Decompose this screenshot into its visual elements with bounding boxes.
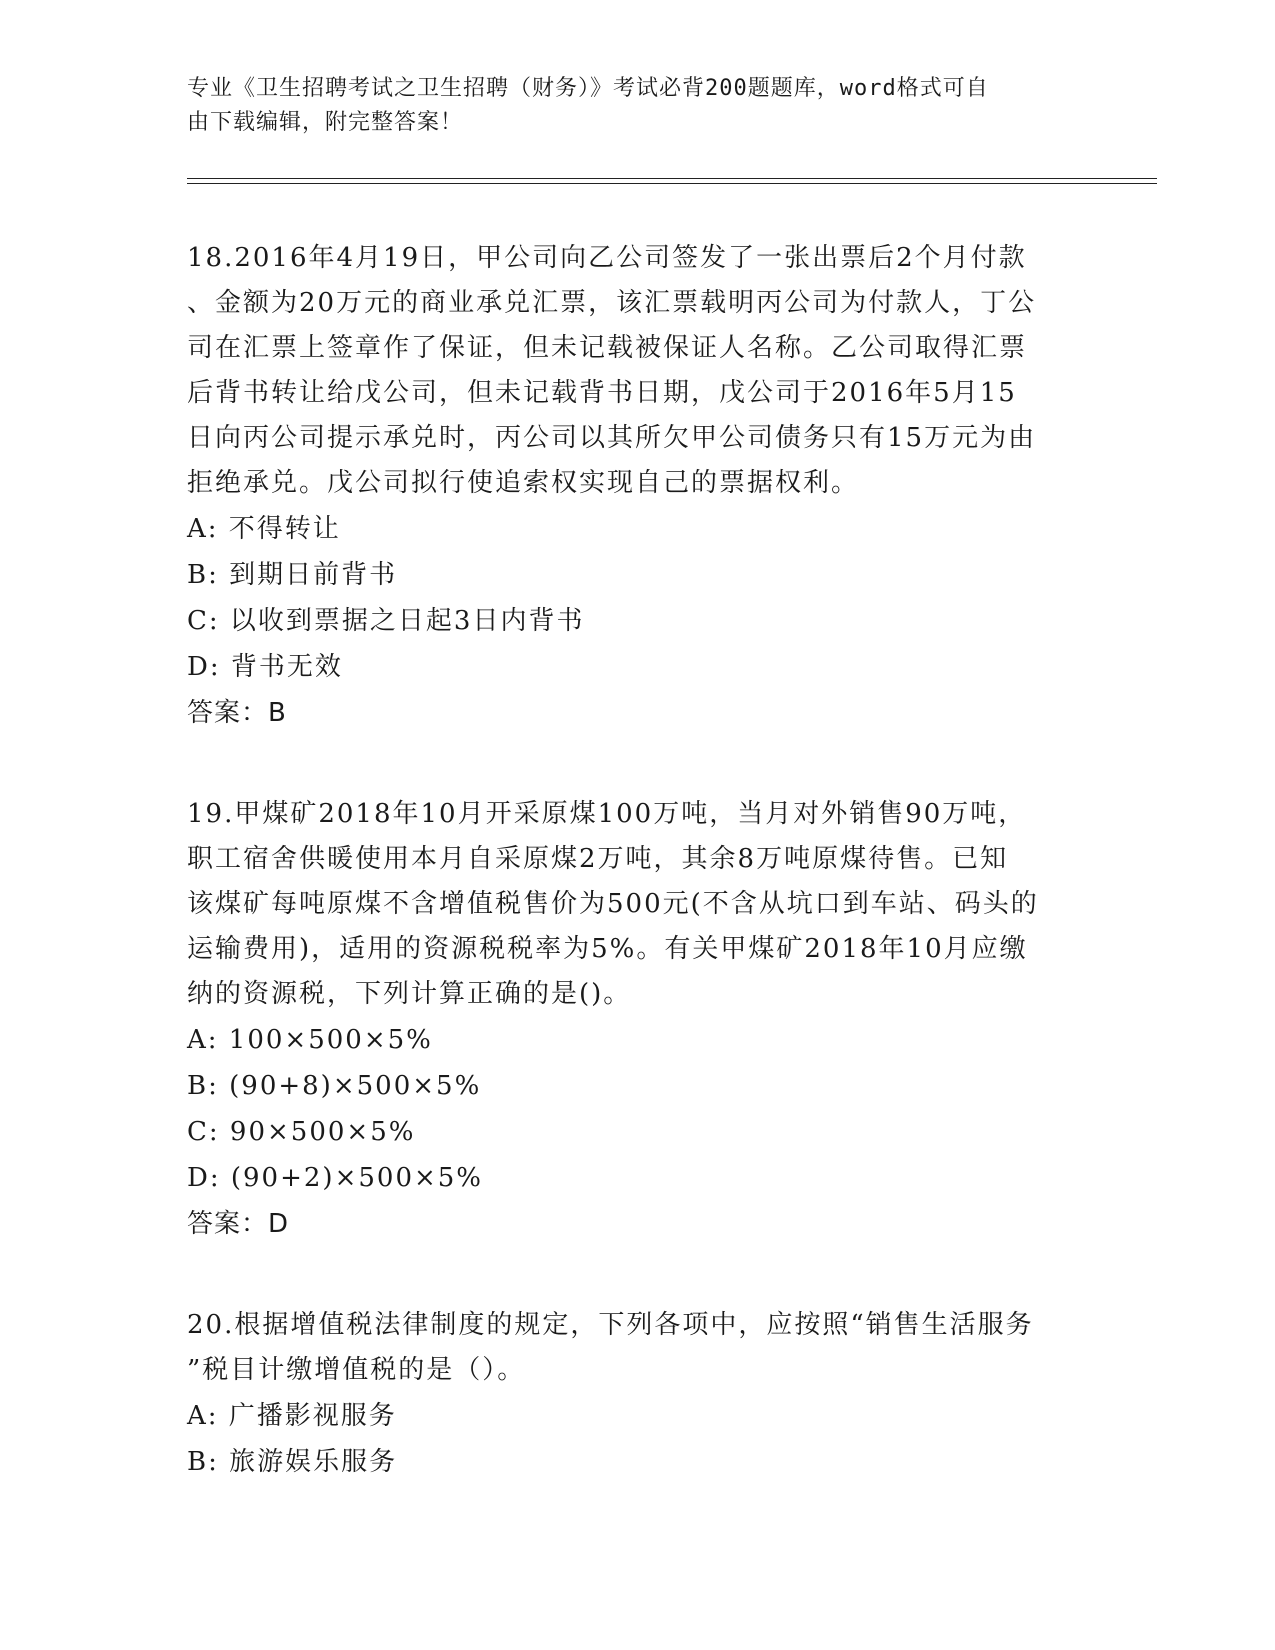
question-stem-line: 19.甲煤矿2018年10月开采原煤100万吨，当月对外销售90万吨， (187, 799, 1027, 829)
option-d: D: (90+2)×500×5% (187, 1163, 484, 1193)
option-a: A: 不得转让 (187, 514, 341, 544)
option-b: B: 到期日前背书 (187, 560, 398, 590)
header-line-2: 由下载编辑，附完整答案！ (187, 110, 464, 135)
answer-line: 答案：D (187, 1209, 290, 1239)
header-divider-bottom (187, 183, 1157, 184)
question-stem-line: 职工宿舍供暖使用本月自采原煤2万吨，其余8万吨原煤待售。已知 (187, 844, 1009, 874)
question-18 (187, 236, 1087, 736)
question-stem-line: 运输费用)，适用的资源税税率为5%。有关甲煤矿2018年10月应缴 (187, 934, 1028, 964)
question-list (187, 236, 1087, 1485)
question-stem-line: 日向丙公司提示承兑时，丙公司以其所欠甲公司债务只有15万元为由 (187, 423, 1037, 453)
answer-line: 答案：B (187, 698, 287, 728)
option-c: C: 90×500×5% (187, 1117, 416, 1147)
question-stem-line: 司在汇票上签章作了保证，但未记载被保证人名称。乙公司取得汇票 (187, 333, 1028, 363)
question-stem-line: 后背书转让给戊公司，但未记载背书日期，戊公司于2016年5月15 (187, 378, 1017, 408)
option-a: A: 广播影视服务 (187, 1401, 397, 1431)
question-stem-line: 18.2016年4月19日，甲公司向乙公司签发了一张出票后2个月付款 (187, 243, 1027, 273)
question-spacer (187, 1247, 1087, 1303)
question-spacer (187, 736, 1087, 792)
question-19 (187, 792, 1087, 1247)
question-stem-line: 20.根据增值税法律制度的规定，下列各项中，应按照“销售生活服务 (187, 1310, 1034, 1340)
option-b: B: 旅游娱乐服务 (187, 1447, 398, 1477)
question-stem-line: ”税目计缴增值税的是（）。 (187, 1355, 526, 1385)
option-d: D: 背书无效 (187, 652, 343, 682)
question-stem-line: 、金额为20万元的商业承兑汇票，该汇票载明丙公司为付款人，丁公 (187, 288, 1037, 318)
option-a: A: 100×500×5% (187, 1025, 433, 1055)
question-stem-line: 拒绝承兑。戊公司拟行使追索权实现自己的票据权利。 (187, 468, 860, 498)
option-b: B: (90+8)×500×5% (187, 1071, 482, 1101)
question-20 (187, 1303, 1087, 1485)
question-stem-line: 纳的资源税，下列计算正确的是()。 (187, 979, 632, 1009)
header-divider-top (187, 178, 1157, 179)
option-c: C: 以收到票据之日起3日内背书 (187, 606, 585, 636)
question-stem-line: 该煤矿每吨原煤不含增值税售价为500元(不含从坑口到车站、码头的 (187, 889, 1039, 919)
document-header (187, 72, 1087, 140)
header-line-1: 专业《卫生招聘考试之卫生招聘（财务）》考试必背200题题库，word格式可自 (187, 76, 989, 101)
